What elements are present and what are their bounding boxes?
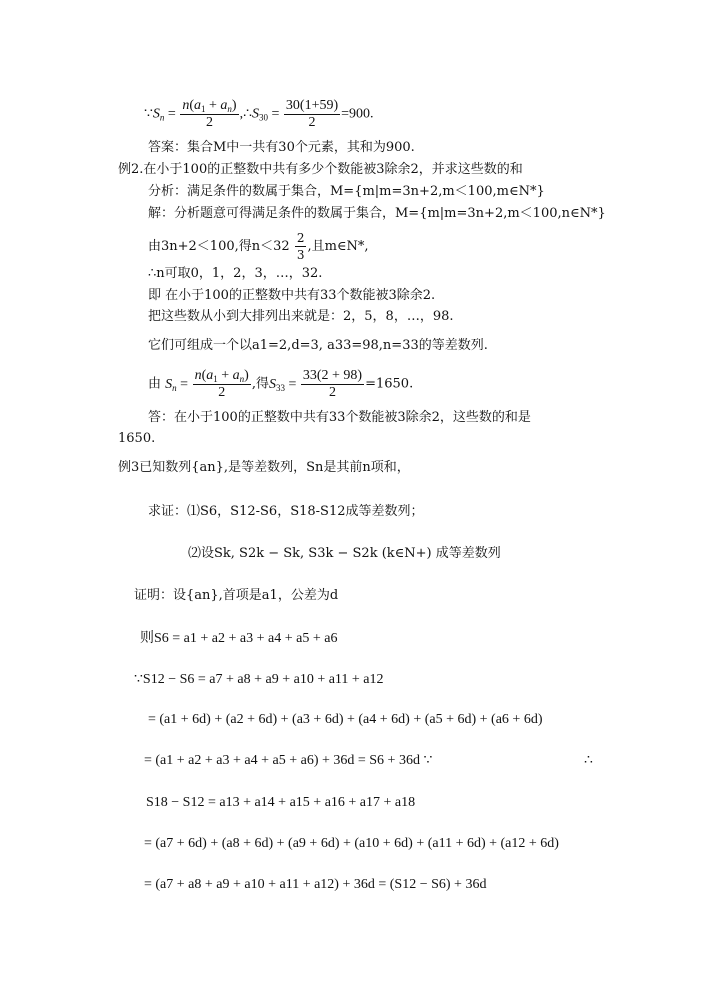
fraction-s30: $\frac{30(1+59)}{2}$ (285, 98, 339, 130)
example-2-title: 例2.在小于100的正整数中共有多少个数能被3除余2，并求这些数的和 (118, 162, 523, 177)
eq-expand-1: = (a1 + 6d) + (a2 + 6d) + (a3 + 6d) + (a4 + 6d) + (a5 + 6d) + (a6 + 6d) (148, 712, 543, 727)
eq-s18-minus-s12: S18 − S12 = a13 + a14 + a15 + a16 + a17 + a18 (146, 795, 416, 810)
analysis-line: 分析：满足条件的数属于集合，M={m|m=3n+2,m＜100,m∈N*} (148, 184, 545, 199)
therefore-mark: ∴ (584, 753, 593, 768)
formula-sum-s30: $\because S_n$ = $\frac{n(a_1 + a_n)}{2}$ $,\therefore S_{30}$ = $\frac{30(1+59)}{2}$ =900. (144, 98, 374, 130)
prove-part-2: ⑵设Sk, S2k − Sk, S3k − S2k (k∈N+) 成等差数列 (188, 546, 501, 561)
arithmetic-sequence-line: 它们可组成一个以a1=2,d=3, a33=98,n=33的等差数列. (148, 338, 488, 353)
eq-group-2: = (a7 + a8 + a9 + a10 + a11 + a12) + 36d = (S12 − S6) + 36d (144, 877, 487, 892)
fraction-s33: $\frac{33(2 + 98)}{2}$ (302, 368, 363, 400)
answer-line-2-cont: 1650. (118, 431, 156, 446)
eq-s6: 则S6 = a1 + a2 + a3 + a4 + a5 + a6 (140, 631, 338, 646)
answer-line-2: 答：在小于100的正整数中共有33个数能被3除余2，这些数的和是 (148, 410, 531, 425)
proof-intro: 证明：设{an},首项是a1，公差为d (134, 588, 339, 603)
prove-part-1: 求证：⑴S6，S12-S6，S18-S12成等差数列； (148, 504, 424, 519)
formula-sum-s33: 由 $S_n$ = $\frac{n(a_1 + a_n)}{2}$ ,得$S_{33}$ = $\frac{33(2 + 98)}{2}$ =1650. (148, 368, 414, 400)
eq-group-1: = (a1 + a2 + a3 + a4 + a5 + a6) + 36d = S6 + 36d ∵ (144, 753, 433, 768)
sequence-list-line: 把这些数从小到大排列出来就是：2，5，8，…，98. (148, 309, 454, 324)
solution-line: 解：分析题意可得满足条件的数属于集合，M={m|m=3n+2,m＜100,n∈N*} (148, 206, 606, 221)
n-values-line: ∴n可取0，1，2，3，…，32. (148, 266, 323, 281)
count-line: 即 在小于100的正整数中共有33个数能被3除余2. (148, 288, 436, 303)
inequality-line: 由3n+2＜100,得n＜32 $\frac{2}{3}$ ,且m∈N*, (148, 231, 369, 262)
eq-expand-2: = (a7 + 6d) + (a8 + 6d) + (a9 + 6d) + (a10 + 6d) + (a11 + 6d) + (a12 + 6d) (144, 836, 559, 851)
fraction-sn-2: $\frac{n(a_1 + a_n)}{2}$ (194, 368, 249, 400)
answer-line-1: 答案：集合M中一共有30个元素，其和为900. (148, 140, 415, 155)
eq-s12-minus-s6: ∵S12 − S6 = a7 + a8 + a9 + a10 + a11 + a12 (134, 672, 384, 687)
example-3-title: 例3已知数列{an},是等差数列，Sn是其前n项和， (118, 460, 410, 475)
fraction-two-thirds: $\frac{2}{3}$ (296, 231, 305, 262)
fraction-sn: $\frac{n(a_1 + a_n)}{2}$ (182, 98, 237, 130)
